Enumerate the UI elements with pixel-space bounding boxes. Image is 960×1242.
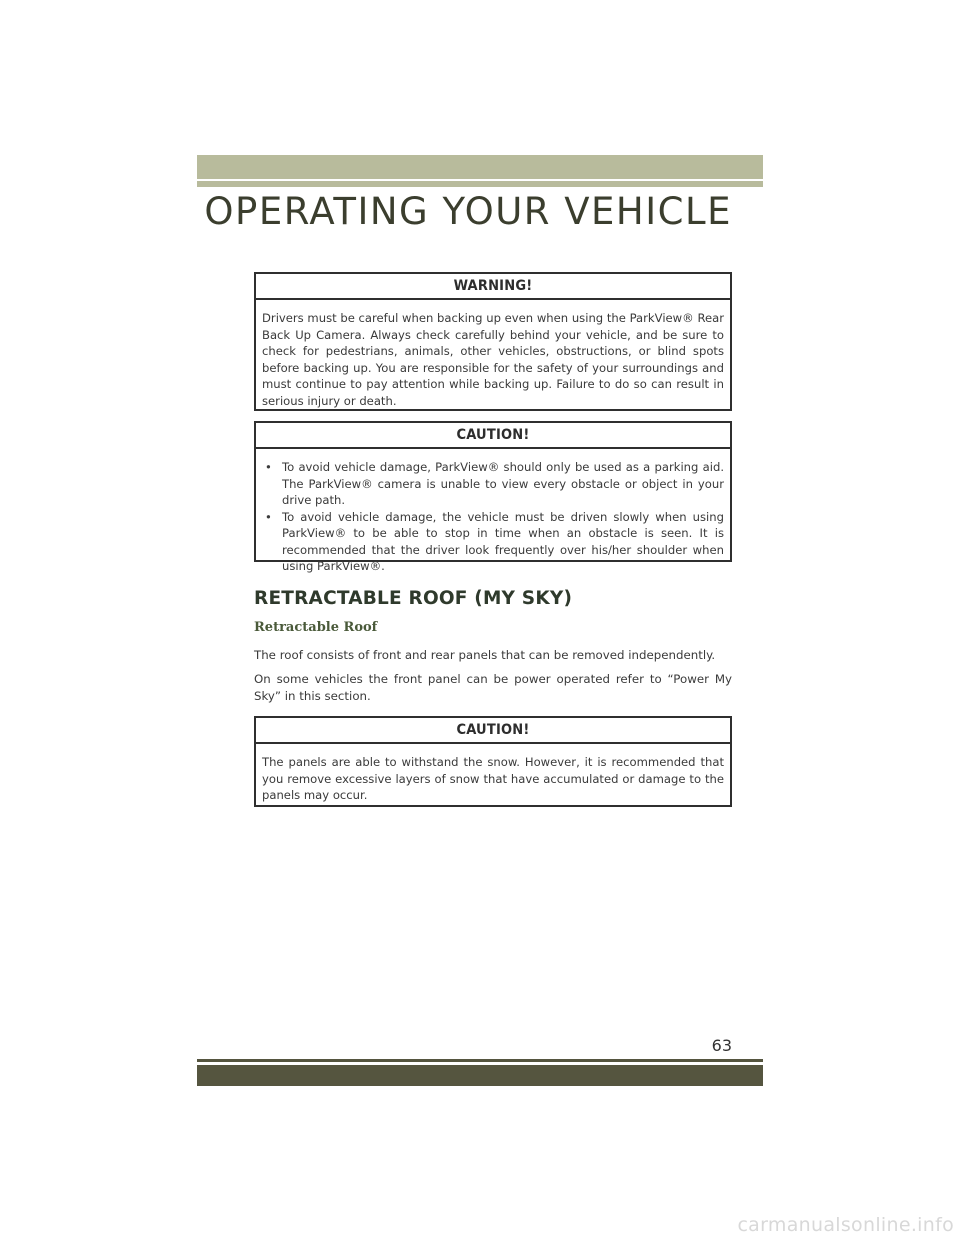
- caution-box-snow: [254, 716, 732, 807]
- header-thin-band: [197, 181, 763, 187]
- list-item: [262, 459, 724, 509]
- roof-paragraph: On some vehicles the front panel can be power operated refer to “Power My Sky” in this section.: [254, 672, 732, 703]
- warning-text: Drivers must be careful when backing up even when using the ParkView® Rear Back Up Camera. Always check carefully behind your vehicle, and be sure to check for pedestrians, animals, other vehicles, obstructions, or blind spots before backing up. You are responsible for the safety of your surroundings and must continue to pay attention while backing up. Failure to do so can result in serious injury or death.: [262, 311, 724, 408]
- caution-title: CAUTION!: [256, 718, 730, 744]
- caution-box-parkview: [254, 421, 732, 573]
- caution-bullet-text: To avoid vehicle damage, ParkView® should only be used as a parking aid. The ParkView® camera is unable to view every obstacle or object in your drive path.: [282, 460, 724, 507]
- caution-body: [256, 449, 730, 583]
- roof-section-heading: RETRACTABLE ROOF (MY SKY): [254, 588, 573, 609]
- header-band: [197, 155, 763, 179]
- roof-subheading: Retractable Roof: [254, 620, 378, 635]
- roof-paragraph: The roof consists of front and rear panels that can be removed independently.: [254, 648, 716, 662]
- watermark: carmanualsonline.info: [737, 1214, 954, 1236]
- caution-text: The panels are able to withstand the snow. However, it is recommended that you remove excessive layers of snow that have accumulated or damage to the panels may occur.: [262, 755, 724, 802]
- caution-body: [256, 744, 730, 812]
- bullet-icon: •: [265, 509, 272, 524]
- warning-box: [254, 272, 732, 411]
- caution-title: CAUTION!: [256, 423, 730, 449]
- warning-title: WARNING!: [256, 274, 730, 300]
- footer-thin-band: [197, 1059, 763, 1062]
- bullet-icon: •: [265, 460, 272, 474]
- page-number: 63: [711, 1036, 732, 1055]
- warning-body: [256, 300, 730, 417]
- section-title: OPERATING YOUR VEHICLE: [204, 190, 732, 233]
- caution-bullet-text: To avoid vehicle damage, the vehicle must be driven slowly when using ParkView® to be able to stop in time when an obstacle is seen. It is recommended that the driver look frequently over his/her shoulder when using ParkView®.: [282, 509, 724, 573]
- caution-bullet-list: [262, 459, 724, 575]
- list-item: [262, 509, 724, 575]
- footer-band: [197, 1065, 763, 1086]
